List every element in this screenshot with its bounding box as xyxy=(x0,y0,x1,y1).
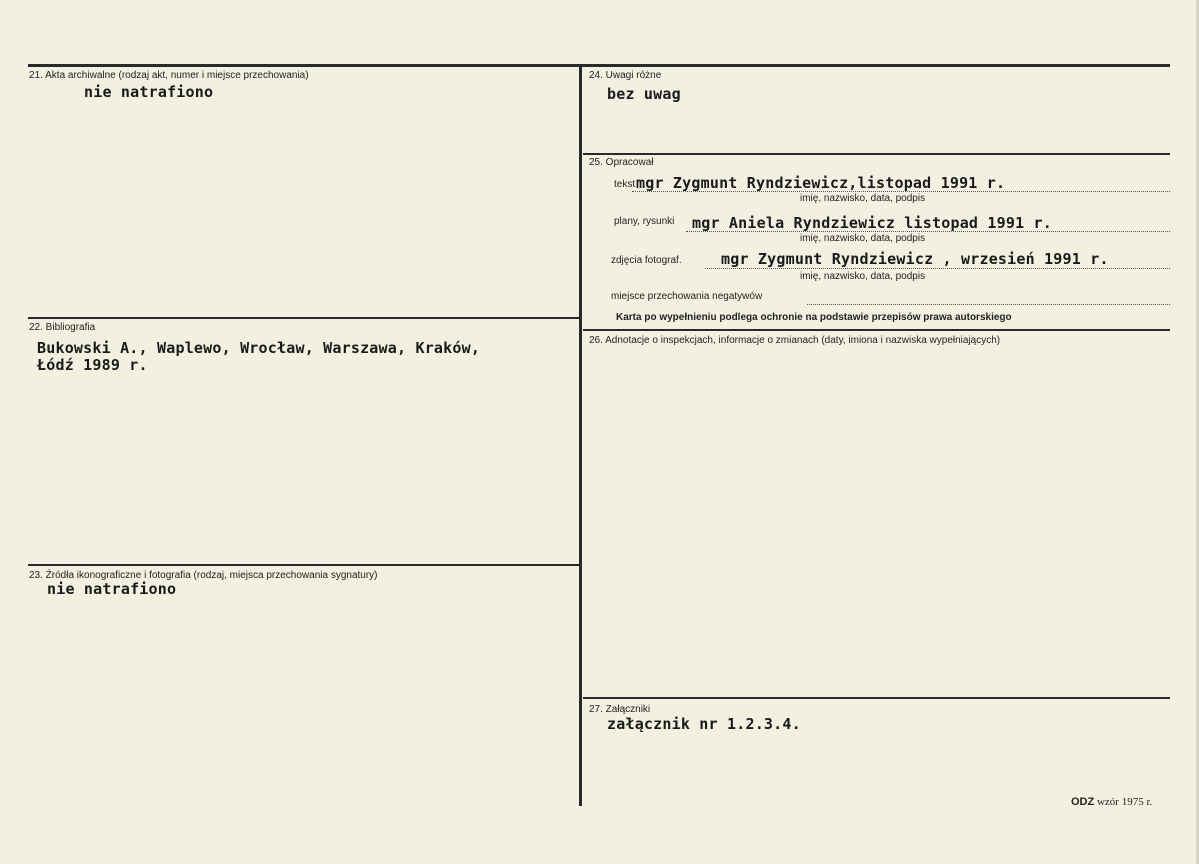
center-vertical-rule xyxy=(579,64,582,806)
field-22-value-line2: Łódź 1989 r. xyxy=(37,356,148,374)
field-24-label: 24. Uwagi różne xyxy=(589,70,662,81)
field-27-value: załącznik nr 1.2.3.4. xyxy=(607,715,801,733)
copyright-note: Karta po wypełnieniu podlega ochronie na podstawie przepisów prawa autorskiego xyxy=(616,312,1012,323)
divider-26-27 xyxy=(583,697,1170,699)
plany-label: plany, rysunki xyxy=(614,216,675,227)
zdjecia-dotted-line xyxy=(705,268,1170,269)
divider-24-25 xyxy=(583,153,1170,155)
form-code: ODZ xyxy=(1071,796,1095,808)
field-24-value: bez uwag xyxy=(607,85,681,103)
negatywy-label: miejsce przechowania negatywów xyxy=(611,291,763,302)
plany-dotted-line xyxy=(686,231,1170,232)
field-21-label: 21. Akta archiwalne (rodzaj akt, numer i miejsce przechowania) xyxy=(29,70,309,81)
zdjecia-caption: imię, nazwisko, data, podpis xyxy=(800,271,926,282)
form-template-footer xyxy=(1071,796,1152,808)
top-rule xyxy=(28,64,1170,67)
tekst-label: tekst xyxy=(614,179,636,190)
zdjecia-label: zdjęcia fotograf. xyxy=(611,255,682,266)
tekst-value: mgr Zygmunt Ryndziewicz,listopad 1991 r. xyxy=(636,174,1006,192)
field-26-label: 26. Adnotacje o inspekcjach, informacje o zmianach (daty, imiona i nazwiska wypełniających) xyxy=(589,335,1001,346)
field-25-label: 25. Opracował xyxy=(589,157,654,168)
divider-22-23 xyxy=(28,564,579,566)
zdjecia-value: mgr Zygmunt Ryndziewicz , wrzesień 1991 r. xyxy=(721,250,1109,268)
field-23-value: nie natrafiono xyxy=(47,580,177,598)
negatywy-dotted-line xyxy=(807,304,1170,305)
form-template-text: wzór 1975 r. xyxy=(1096,796,1153,808)
field-21-value: nie natrafiono xyxy=(84,83,214,101)
field-22-label: 22. Bibliografia xyxy=(29,322,96,333)
tekst-caption: imię, nazwisko, data, podpis xyxy=(800,193,926,204)
field-27-label: 27. Załączniki xyxy=(589,704,651,715)
plany-value: mgr Aniela Ryndziewicz listopad 1991 r. xyxy=(692,214,1052,232)
divider-25-26 xyxy=(583,329,1170,331)
field-22-value-line1: Bukowski A., Waplewo, Wrocław, Warszawa, Kraków, xyxy=(37,339,481,357)
tekst-dotted-line xyxy=(632,191,1170,192)
plany-caption: imię, nazwisko, data, podpis xyxy=(800,233,926,244)
field-23-label: 23. Źródła ikonograficzne i fotografia (rodzaj, miejsca przechowania sygnatury) xyxy=(29,570,378,581)
divider-21-22 xyxy=(28,317,579,319)
